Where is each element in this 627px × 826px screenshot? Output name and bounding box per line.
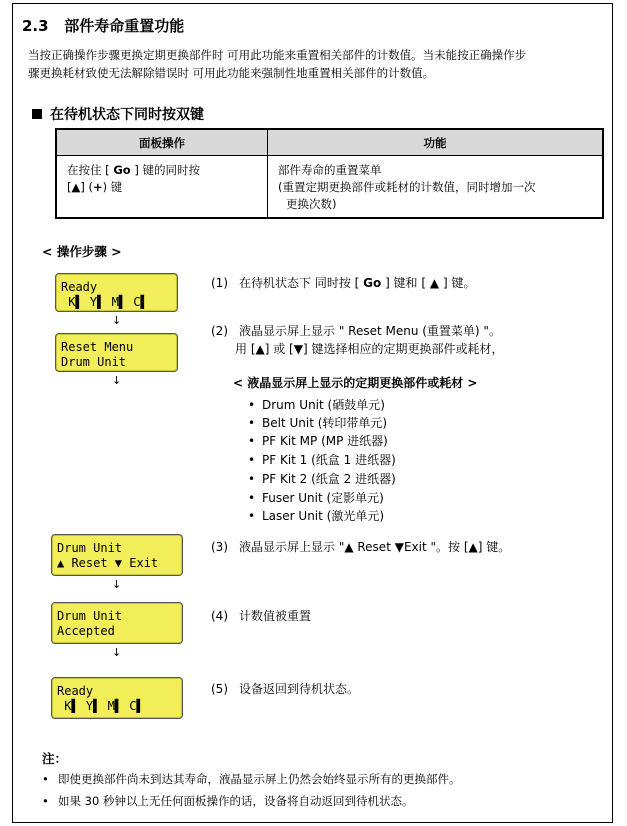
step-3: (3) 液晶显示屏上显示 "▲ Reset ▼Exit "。按 [▲] 键。 [211,540,511,554]
note-heading: 注： [42,751,68,766]
bullet-icon: • [248,491,256,505]
step-number: (5) [211,682,228,696]
bullet-icon: • [248,453,256,467]
down-arrow-icon: ↓ [112,578,122,591]
go-key: Go [113,163,131,177]
lcd-line: Drum Unit [57,609,123,623]
lcd-display-accepted [51,602,183,644]
lcd-line: ▲ Reset ▼ Exit [57,556,159,570]
lcd-line: Ready [61,280,98,294]
note-item: • 如果 30 秒钟以上无任何面板操作的话，设备将自动返回到待机状态。 [42,794,414,808]
step-1: (1) 在待机状态下 同时按 [ Go ] 键和 [ ▲ ] 键。 [211,276,476,290]
function-line-1: 部件寿命的重置菜单 [278,163,382,177]
table-header-row [56,129,603,156]
lcd-line: K▌ Y▌ M▌ C▌ [61,295,148,309]
list-item: • PF Kit 2 (纸盒 2 进纸器) [248,472,396,486]
lcd-display-ready-final [51,677,183,719]
table-header-panel-op: 面板操作 [56,129,268,156]
bullet-icon: • [248,509,256,523]
bullet-icon: • [248,472,256,486]
table-header-function: 功能 [268,129,604,156]
up-key: ▲ [71,180,81,194]
list-item: • Drum Unit (硒鼓单元) [248,398,385,412]
down-arrow-icon: ↓ [112,374,122,387]
step-2-line-1: 液晶显示屏上显示 " Reset Menu (重置菜单) "。 [239,324,501,338]
lcd-display-drum-unit [51,534,183,576]
bullet-icon: • [248,398,256,412]
step-2 [211,322,503,358]
lcd-line: Ready [57,684,94,698]
bullet-icon: • [248,416,256,430]
down-arrow-icon: ↓ [112,314,122,327]
panel-op-line-1: 在按住 [ Go ] 键的同时按 [67,163,200,177]
lcd-display-ready [55,273,178,312]
table-row [56,156,603,219]
lcd-line: Reset Menu [61,340,134,354]
step-number: (3) [211,540,228,554]
steps-heading: < 操作步骤 > [42,244,122,259]
step-5: (5) 设备返回到待机状态。 [211,682,360,696]
step-number: (1) [211,276,228,290]
list-item: • Laser Unit (激光单元) [248,509,385,523]
step-number: (4) [211,609,228,623]
plus-key: + [93,180,103,194]
intro-line-1: 当按正确操作步骤更换定期更换部件时 可用此功能来重置相关部件的计数值。当未能按正确操作步 [28,48,527,62]
square-bullet-icon [32,109,42,119]
function-line-2: (重置定期更换部件或耗材的计数值，同时增加一次 [278,180,536,194]
section-number: 2.3 [22,17,49,35]
step-2-line-2: 用 [▲] 或 [▼] 键选择相应的定期更换部件或耗材， [235,342,504,356]
lcd-line: Accepted [57,624,115,638]
step-number: (2) [211,324,228,338]
function-line-3: 更换次数) [286,197,337,211]
panel-op-line-2: [▲] (+) 键 [67,180,123,194]
subsection-heading [32,104,204,124]
down-arrow-icon: ↓ [112,646,122,659]
parts-list-heading: < 液晶显示屏上显示的定期更换部件或耗材 > [233,376,478,390]
subsection-title: 在待机状态下同时按双键 [50,107,204,123]
bullet-icon: • [42,772,49,786]
intro-line-2: 骤更换耗材致使无法解除错误时 可用此功能来强制性地重置相关部件的计数值。 [28,66,435,80]
lcd-line: K▌ Y▌ M▌ C▌ [57,699,144,713]
lcd-line: Drum Unit [61,355,127,369]
step-4: (4) 计数值被重置 [211,609,312,623]
section-title: 部件寿命重置功能 [64,17,185,35]
list-item: • Belt Unit (转印带单元) [248,416,388,430]
operation-table [55,128,604,219]
bullet-icon: • [42,794,49,808]
table-cell-panel-op [56,156,268,219]
lcd-display-reset-menu [55,333,178,372]
note-item: • 即使更换部件尚未到达其寿命，液晶显示屏上仍然会始终显示所有的更换部件。 [42,772,461,786]
up-key: ▲ [429,276,440,290]
list-item: • PF Kit MP (MP 进纸器) [248,434,388,448]
list-item: • Fuser Unit (定影单元) [248,491,384,505]
go-key: Go [363,276,382,290]
lcd-line: Drum Unit [57,541,123,555]
list-item: • PF Kit 1 (纸盒 1 进纸器) [248,453,396,467]
section-heading [22,15,184,36]
bullet-icon: • [248,434,256,448]
table-cell-function [268,156,604,219]
